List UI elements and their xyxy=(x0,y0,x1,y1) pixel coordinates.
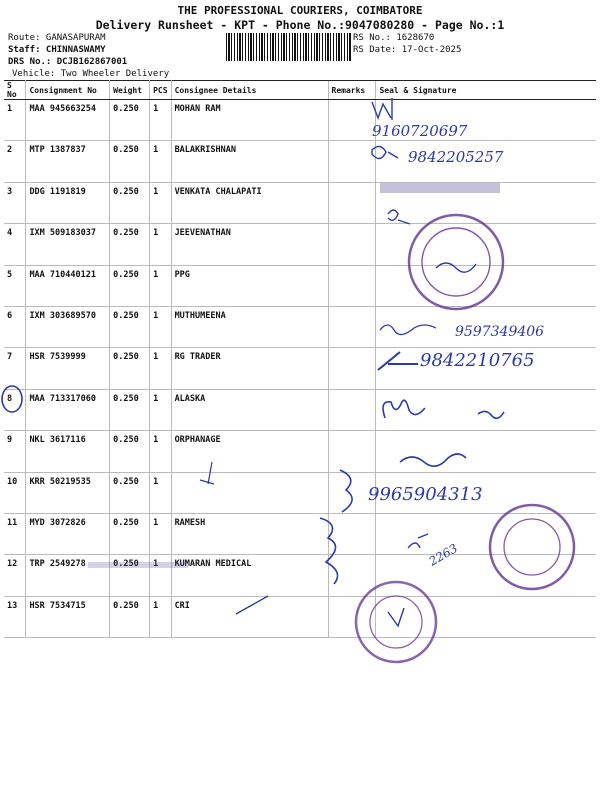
barcode xyxy=(226,33,352,61)
pcs-cell: 1 xyxy=(150,348,171,389)
signature-cell xyxy=(376,141,596,182)
consignment-cell: MAA 710440121 xyxy=(26,265,110,306)
pcs-cell: 1 xyxy=(150,513,171,554)
consignment-cell: IXM 509183037 xyxy=(26,224,110,265)
pcs-cell: 1 xyxy=(150,224,171,265)
header-sno: S No xyxy=(4,81,26,100)
remarks-cell xyxy=(328,182,376,223)
weight-cell: 0.250 xyxy=(110,224,150,265)
table-row xyxy=(4,431,596,472)
sno-cell: 3 xyxy=(4,182,26,223)
pcs-cell: 1 xyxy=(150,141,171,182)
handwriting-phone: 9160720697 xyxy=(372,122,468,140)
pcs-cell: 1 xyxy=(150,100,171,141)
consignment-cell: DDG 1191819 xyxy=(26,182,110,223)
table-row xyxy=(4,141,596,182)
remarks-cell xyxy=(328,472,376,513)
consignee-cell: VENKATA CHALAPATI xyxy=(171,182,328,223)
remarks-cell xyxy=(328,141,376,182)
table-row xyxy=(4,306,596,347)
consignment-cell: TRP 2549278 xyxy=(26,555,110,596)
pcs-cell: 1 xyxy=(150,555,171,596)
document-title: THE PROFESSIONAL COURIERS, COIMBATORE xyxy=(177,4,423,17)
signature-cell xyxy=(376,472,596,513)
handwriting-phone: 9597349406 xyxy=(455,324,545,340)
sno-cell: 4 xyxy=(4,224,26,265)
handwriting-phone: 9842210765 xyxy=(420,350,535,371)
sno-cell: 7 xyxy=(4,348,26,389)
signature-cell xyxy=(376,431,596,472)
sno-cell: 1 xyxy=(4,100,26,141)
signature-cell xyxy=(376,596,596,637)
consignee-cell: KUMARAN MEDICAL xyxy=(171,555,328,596)
consignee-cell: RG TRADER xyxy=(171,348,328,389)
weight-cell: 0.250 xyxy=(110,513,150,554)
sno-cell: 2 xyxy=(4,141,26,182)
rs-date: RS Date: 17-Oct-2025 xyxy=(353,45,462,55)
sno-cell: 12 xyxy=(4,555,26,596)
sno-cell: 11 xyxy=(4,513,26,554)
header-consignment: Consignment No xyxy=(26,81,110,100)
signature-cell xyxy=(376,555,596,596)
weight-cell: 0.250 xyxy=(110,431,150,472)
consignment-cell: MAA 713317060 xyxy=(26,389,110,430)
pcs-cell: 1 xyxy=(150,182,171,223)
document-subtitle: Delivery Runsheet - KPT - Phone No.:9047080280 - Page No.:1 xyxy=(95,18,505,32)
header-consignee: Consignee Details xyxy=(171,81,328,100)
consignee-cell: ALASKA xyxy=(171,389,328,430)
remarks-cell xyxy=(328,306,376,347)
drs-label: DRS No.: DCJB162867001 xyxy=(8,57,128,67)
consignment-cell: NKL 3617116 xyxy=(26,431,110,472)
remarks-cell xyxy=(328,224,376,265)
remarks-cell xyxy=(328,555,376,596)
consignment-cell: MYD 3072826 xyxy=(26,513,110,554)
table-row xyxy=(4,100,596,141)
table-row xyxy=(4,596,596,637)
remarks-cell xyxy=(328,513,376,554)
consignee-cell: CRI xyxy=(171,596,328,637)
table-row xyxy=(4,265,596,306)
consignee-cell: ORPHANAGE xyxy=(171,431,328,472)
rs-number: RS No.: 1628670 xyxy=(353,33,435,43)
table-row xyxy=(4,555,596,596)
weight-cell: 0.250 xyxy=(110,348,150,389)
sno-cell: 8 xyxy=(4,389,26,430)
vehicle-label: Vehicle: Two Wheeler Delivery xyxy=(12,69,170,79)
weight-cell: 0.250 xyxy=(110,555,150,596)
consignee-cell: MOHAN RAM xyxy=(171,100,328,141)
sno-cell: 5 xyxy=(4,265,26,306)
handwriting-phone: 9965904313 xyxy=(368,484,483,505)
signature-cell xyxy=(376,100,596,141)
pcs-cell: 1 xyxy=(150,306,171,347)
table-header-row xyxy=(4,81,596,100)
remarks-cell xyxy=(328,431,376,472)
route-label: Route: GANASAPURAM xyxy=(8,33,106,43)
weight-cell: 0.250 xyxy=(110,306,150,347)
signature-cell xyxy=(376,265,596,306)
table-row xyxy=(4,472,596,513)
consignee-cell: RAMESH xyxy=(171,513,328,554)
header-remarks: Remarks xyxy=(328,81,376,100)
remarks-cell xyxy=(328,100,376,141)
pcs-cell: 1 xyxy=(150,596,171,637)
weight-cell: 0.250 xyxy=(110,182,150,223)
pcs-cell: 1 xyxy=(150,389,171,430)
header-signature: Seal & Signature xyxy=(376,81,596,100)
table-row xyxy=(4,389,596,430)
remarks-cell xyxy=(328,596,376,637)
weight-cell: 0.250 xyxy=(110,596,150,637)
signature-cell xyxy=(376,348,596,389)
consignment-cell: HSR 7534715 xyxy=(26,596,110,637)
handwriting-note: 2263 xyxy=(426,541,460,569)
consignee-cell: JEEVENATHAN xyxy=(171,224,328,265)
weight-cell: 0.250 xyxy=(110,389,150,430)
header-weight: Weight xyxy=(110,81,150,100)
header-pcs: PCS xyxy=(150,81,171,100)
weight-cell: 0.250 xyxy=(110,265,150,306)
table-row xyxy=(4,348,596,389)
staff-label: Staff: CHINNASWAMY xyxy=(8,45,106,55)
sno-cell: 10 xyxy=(4,472,26,513)
table-row xyxy=(4,224,596,265)
signature-cell xyxy=(376,306,596,347)
consignment-cell: MTP 1387837 xyxy=(26,141,110,182)
consignee-cell: PPG xyxy=(171,265,328,306)
consignee-cell: BALAKRISHNAN xyxy=(171,141,328,182)
remarks-cell xyxy=(328,265,376,306)
consignment-cell: IXM 303689570 xyxy=(26,306,110,347)
weight-cell: 0.250 xyxy=(110,141,150,182)
sno-cell: 13 xyxy=(4,596,26,637)
signature-cell xyxy=(376,224,596,265)
runsheet-table xyxy=(4,80,596,638)
consignment-cell: HSR 7539999 xyxy=(26,348,110,389)
pcs-cell: 1 xyxy=(150,431,171,472)
remarks-cell xyxy=(328,348,376,389)
handwriting-phone: 9842205257 xyxy=(408,148,504,166)
weight-cell: 0.250 xyxy=(110,472,150,513)
table-row xyxy=(4,182,596,223)
consignee-cell: MUTHUMEENA xyxy=(171,306,328,347)
sno-cell: 6 xyxy=(4,306,26,347)
weight-cell: 0.250 xyxy=(110,100,150,141)
table-row xyxy=(4,513,596,554)
remarks-cell xyxy=(328,389,376,430)
signature-cell xyxy=(376,513,596,554)
signature-cell xyxy=(376,182,596,223)
consignment-cell: MAA 945663254 xyxy=(26,100,110,141)
pcs-cell: 1 xyxy=(150,472,171,513)
signature-cell xyxy=(376,389,596,430)
pcs-cell: 1 xyxy=(150,265,171,306)
sno-cell: 9 xyxy=(4,431,26,472)
consignment-cell: KRR 50219535 xyxy=(26,472,110,513)
consignee-cell xyxy=(171,472,328,513)
